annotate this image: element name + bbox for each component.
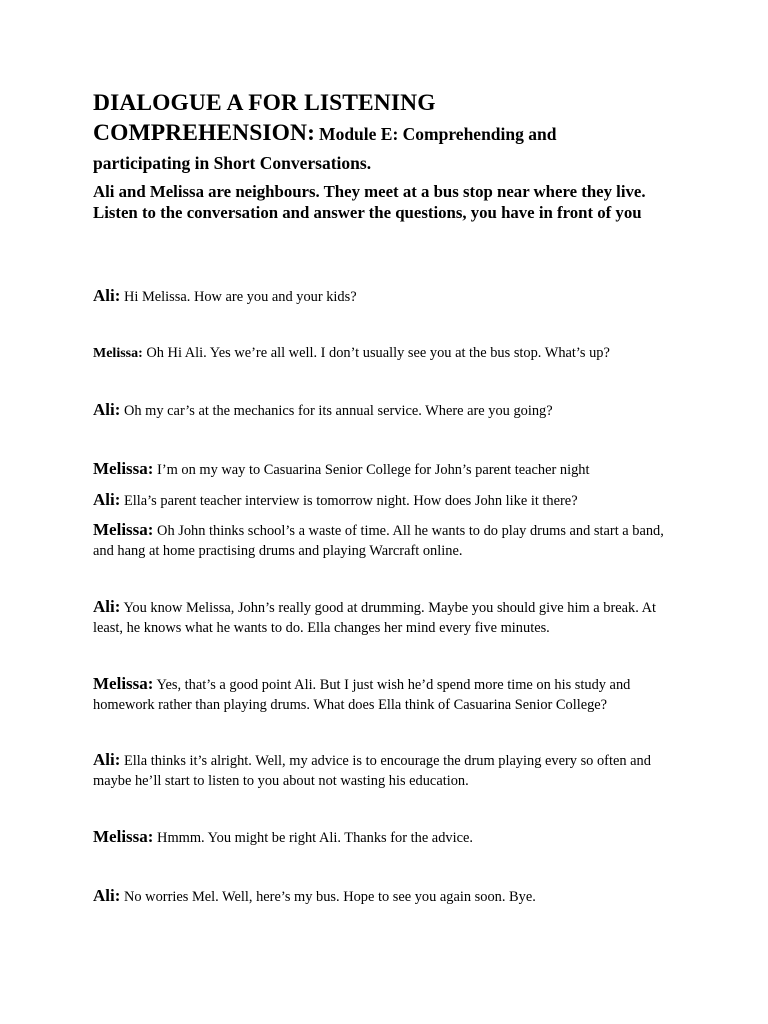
utterance: Hmmm. You might be right Ali. Thanks for the advice. — [157, 830, 473, 846]
title-line-1: DIALOGUE A FOR LISTENING — [93, 90, 436, 116]
speaker-label: Melissa: — [93, 459, 154, 478]
title-comprehension: COMPREHENSION: — [93, 120, 316, 146]
dialogue-line — [93, 286, 683, 308]
speaker-label: Ali: — [93, 400, 121, 419]
utterance: Yes, that’s a good point Ali. But I just wish he’d spend more time on his study and homework rather than playing drums. What does Ella think of Casuarina Senior College? — [93, 677, 631, 713]
dialogue-line — [93, 827, 683, 849]
speaker-label: Ali: — [93, 886, 121, 905]
utterance: Oh Hi Ali. Yes we’re all well. I don’t usually see you at the bus stop. What’s up? — [146, 345, 610, 361]
dialogue-line — [93, 490, 683, 512]
document-title — [93, 88, 693, 176]
dialogue-line — [93, 886, 683, 908]
dialogue-line — [93, 597, 683, 638]
intro-paragraph: Ali and Melissa are neighbours. They meet at a bus stop near where they live. Listen to the conversation and answer the questions, you have in front of you — [93, 182, 646, 222]
speaker-label: Ali: — [93, 286, 121, 305]
title-module: Module E: Comprehending and — [319, 124, 557, 144]
dialogue-line — [93, 520, 683, 561]
utterance: I’m on my way to Casuarina Senior College for John’s parent teacher night — [157, 462, 590, 478]
speaker-label: Ali: — [93, 750, 121, 769]
utterance: Ella thinks it’s alright. Well, my advice is to encourage the drum playing every so often and maybe he’ll start to listen to you about not wasting his education. — [93, 753, 651, 789]
utterance: Oh John thinks school’s a waste of time. All he wants to do play drums and start a band, and hang at home practising drums and playing Warcraft online. — [93, 523, 664, 559]
dialogue-line — [93, 400, 683, 422]
speaker-label: Melissa: — [93, 674, 154, 693]
speaker-label: Melissa: — [93, 346, 143, 361]
dialogue-line — [93, 750, 683, 791]
utterance: Oh my car’s at the mechanics for its annual service. Where are you going? — [124, 403, 553, 419]
speaker-label: Ali: — [93, 490, 121, 509]
speaker-label: Melissa: — [93, 520, 154, 539]
title-line-3: participating in Short Conversations. — [93, 153, 372, 173]
speaker-label: Ali: — [93, 597, 121, 616]
dialogue-line — [93, 344, 683, 364]
utterance: Ella’s parent teacher interview is tomorrow night. How does John like it there? — [124, 493, 578, 509]
dialogue-line — [93, 674, 683, 715]
speaker-label: Melissa: — [93, 827, 154, 846]
utterance: No worries Mel. Well, here’s my bus. Hope to see you again soon. Bye. — [124, 889, 536, 905]
utterance: You know Melissa, John’s really good at drumming. Maybe you should give him a break. At least, he knows what he wants to do. Ella changes her mind every five minutes. — [93, 600, 657, 636]
title-line-2 — [93, 118, 693, 151]
dialogue-line — [93, 459, 683, 481]
utterance: Hi Melissa. How are you and your kids? — [124, 289, 357, 305]
